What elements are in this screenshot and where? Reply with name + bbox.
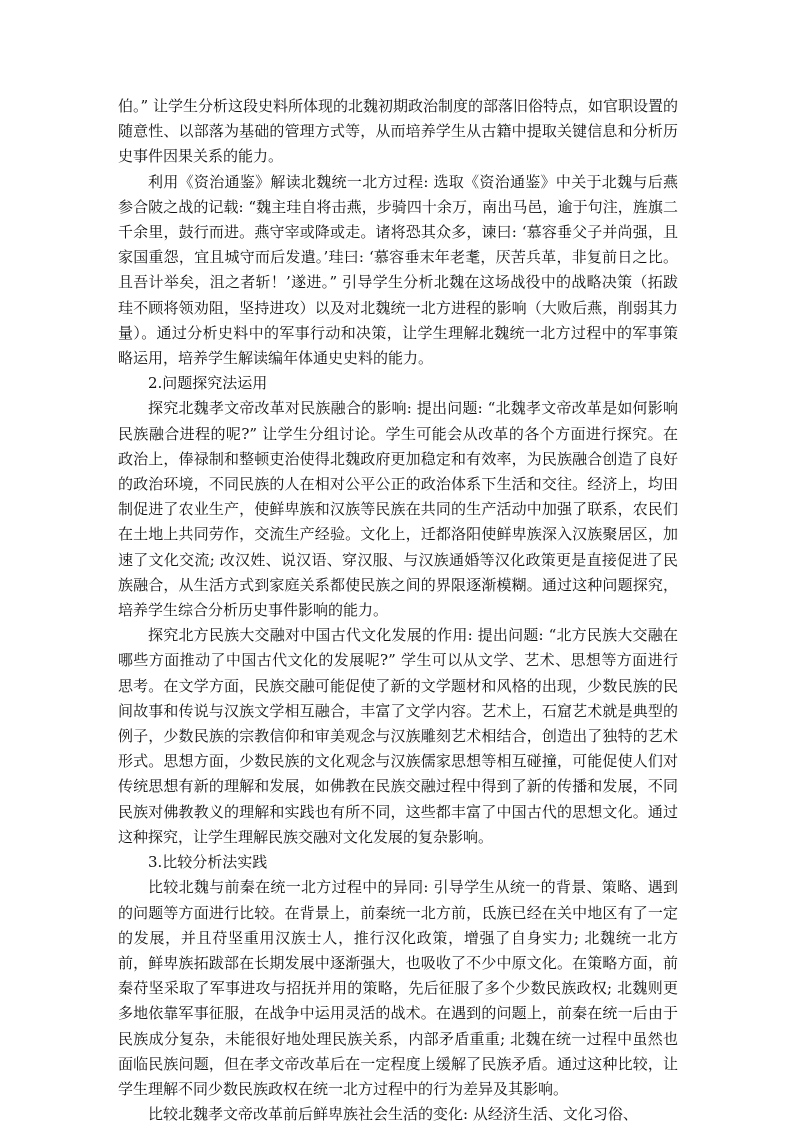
paragraph-wei-vs-former-qin: 比较北魏与前秦在统一北方过程中的异同: 引导学生从统一的背景、策略、遇到的问题等方面进行比较。在背景上，前秦统一北方前，氐族已经在关中地区有了一定的发展，并且苻坚重用汉族士人，推行汉化政策，增强了自身实力; 北魏统一北方前，鲜卑族拓跋部在长期发展中逐渐强大，也吸收了不少中原文化。在策略方面，前秦苻坚采取了军事进攻与招抚并用的策略，先后征服了多个少数民族政权; 北魏则更多地依靠军事征服，在战争中运用灵活的战术。在遇到的问题上，前秦在统一后由于民族成分复杂，未能很好地处理民族关系，内部矛盾重重; 北魏在统一过程中虽然也面临民族问题，但在孝文帝改革后在一定程度上缓解了民族矛盾。通过这种比较，让学生理解不同少数民族政权在统一北方过程中的行为差异及其影响。 bbox=[118, 878, 678, 1098]
paragraph-xiaowen-reform-inquiry: 探究北魏孝文帝改革对民族融合的影响: 提出问题: “北魏孝文帝改革是如何影响民族融合进程的呢?” 让学生分组讨论。学生可能会从改革的各个方面进行探究。在政治上，俸禄制和整顿吏治使得北魏政府更加稳定和有效率，为民族融合创造了良好的政治环境，不同民族的人在相对公平公正的政治体系下生活和交往。经济上，均田制促进了农业生产，使鲜卑族和汉族等民族在共同的生产活动中加强了联系，农民们在土地上共同劳作，交流生产经验。文化上，迁都洛阳使鲜卑族深入汉族聚居区，加速了文化交流; 改汉姓、说汉语、穿汉服、与汉族通婚等汉化政策更是直接促进了民族融合，从生活方式到家庭关系都使民族之间的界限逐渐模糊。通过这种问题探究，培养学生综合分析历史事件影响的能力。 bbox=[118, 399, 678, 620]
paragraph-ethnic-integration-culture: 探究北方民族大交融对中国古代文化发展的作用: 提出问题: “北方民族大交融在哪些方面推动了中国古代文化的发展呢?” 学生可以从文学、艺术、思想等方面进行思考。在文学方面，民族交融可能促使了新的文学题材和风格的出现，少数民族的民间故事和传说与汉族文学相互融合，丰富了文学内容。艺术上，石窟艺术就是典型的例子，少数民族的宗教信仰和审美观念与汉族雕刻艺术相结合，创造出了独特的艺术形式。思想方面，少数民族的文化观念与汉族儒家思想等相互碰撞，可能促使人们对传统思想有新的理解和发展，如佛教在民族交融过程中得到了新的传播和发展，不同民族对佛教教义的理解和实践也有所不同，这些都丰富了中国古代的思想文化。通过这种探究，让学生理解民族交融对文化发展的复杂影响。 bbox=[118, 626, 678, 846]
heading-problem-inquiry: 2.问题探究法运用 bbox=[148, 374, 268, 393]
paragraph-xianbei-life-changes: 比较北魏孝文帝改革前后鲜卑族社会生活的变化: 从经济生活、文化习俗、 bbox=[148, 1105, 638, 1124]
heading-comparative-analysis: 3.比较分析法实践 bbox=[148, 853, 268, 872]
paragraph-wei-tribal-customs: 伯。” 让学生分析这段史料所体现的北魏初期政治制度的部落旧俗特点，如官职设置的随意性、以部落为基础的管理方式等，从而培养学生从古籍中提取关键信息和分析历史事件因果关系的能力。 bbox=[118, 97, 678, 166]
paragraph-zizhi-tongjian: 利用《资治通鉴》解读北魏统一北方过程: 选取《资治通鉴》中关于北魏与后燕参合陂之战的记载: “魏主珪自将击燕，步骑四十余万，南出马邑，逾于句注，旌旗二千余里，鼓行而进。燕守宰或降或走。诸将恐其众多，谏曰: ‘慕容垂父子并尚强，且家国重怨，宜且城守而后发遣。’珪曰: ‘慕容垂末年老耄，厌苦兵革，非复前日之比。且吾计举矣，沮之者斩！’遂进。” 引导学生分析北魏在这场战役中的战略决策（拓跋珪不顾将领劝阻，坚持进攻）以及对北魏统一北方进程的影响（大败后燕，削弱其力量）。通过分析史料中的军事行动和决策，让学生理解北魏统一北方过程中的军事策略运用，培养学生解读编年体通史史料的能力。 bbox=[118, 172, 678, 368]
document-body bbox=[118, 94, 678, 1127]
